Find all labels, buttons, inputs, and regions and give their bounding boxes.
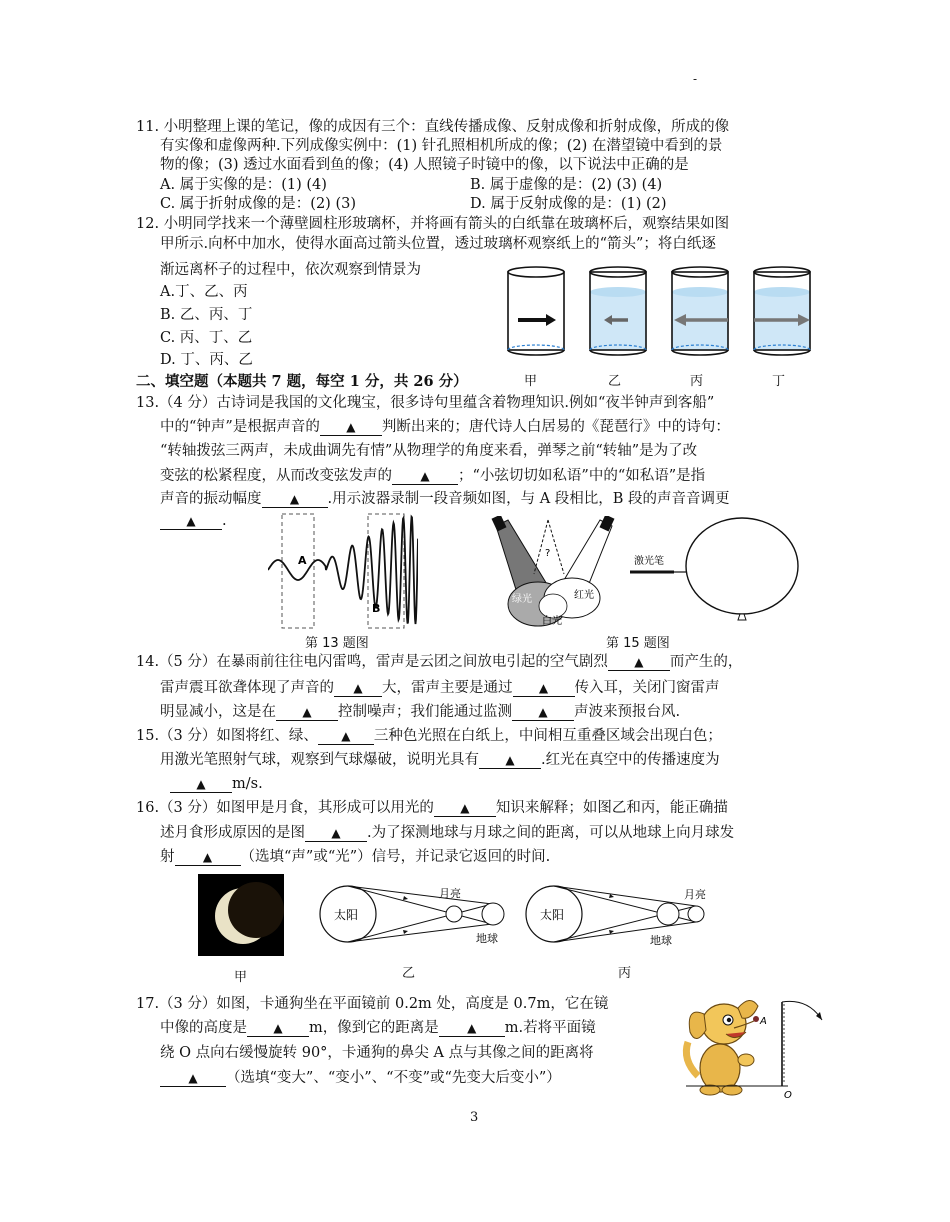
- fig15-caption: 第 15 题图: [606, 636, 670, 651]
- fig13-caption: 第 13 题图: [305, 636, 369, 651]
- q16-blank-3[interactable]: ▲: [175, 849, 241, 866]
- fig17-label-o: O: [784, 1090, 792, 1101]
- cup-label-jia: 甲: [524, 374, 538, 389]
- q17-blank-2[interactable]: ▲: [439, 1020, 505, 1037]
- q13-line5-text-b: .用示波器录制一段音频如图，与 A 段相比，B 段的声音音调更: [327, 491, 730, 507]
- fig17-dog-mirror: [676, 990, 826, 1102]
- q13-blank-1[interactable]: ▲: [320, 419, 382, 436]
- fig16-diagram-bing: [524, 880, 720, 950]
- q16-blank-1[interactable]: ▲: [434, 800, 496, 817]
- fig16-caption-jia: 甲: [234, 970, 248, 985]
- q14-line1-text-b: 而产生的，: [669, 654, 743, 670]
- q12-cups-figure: [496, 264, 812, 390]
- fig15-label-red: 红光: [574, 590, 594, 601]
- fig15-color-light: [488, 516, 628, 636]
- q16-line2-text-b: .为了探测地球与月球之间的距离，可以从地球上向月球发: [367, 825, 735, 841]
- fig16-yi-earth-label: 地球: [476, 932, 498, 945]
- q14-line2-text-c: 传入耳，关闭门窗雷声: [574, 680, 720, 696]
- header-mark: -: [693, 72, 698, 86]
- q16-line1-text-a: 16.（3 分）如图甲是月食，其形成可以用光的: [136, 800, 434, 816]
- q12-option-d: D. 丁、丙、乙: [160, 352, 253, 368]
- q17-blank-3[interactable]: ▲: [160, 1070, 226, 1087]
- q15-line3: [170, 774, 263, 794]
- q15-line2-text-b: .红光在真空中的传播速度为: [541, 752, 720, 768]
- q13-line6-text-b: .: [222, 513, 227, 529]
- q15-blank-1[interactable]: ▲: [318, 728, 374, 745]
- q12-line2: 甲所示.向杯中加水，使得水面高过箭头位置，透过玻璃杯观察纸上的“箭头”；将白纸逐: [160, 236, 716, 252]
- fig16-caption-yi: 乙: [402, 966, 416, 981]
- q14-line1-text-a: 14.（5 分）在暴雨前往往电闪雷鸣，雷声是云团之间放电引起的空气剧烈: [136, 654, 608, 670]
- q12-option-b: B. 乙、丙、丁: [160, 307, 253, 323]
- q12-option-a: A.丁、乙、丙: [160, 284, 248, 300]
- q14-line2-text-a: 雷声震耳欲聋体现了声音的: [160, 680, 334, 696]
- q16-line1: [136, 798, 728, 818]
- fig13-label-b: B: [372, 602, 381, 615]
- q15-blank-2[interactable]: ▲: [479, 752, 541, 769]
- cup-label-ding: 丁: [772, 374, 786, 389]
- q14-line3-text-a: 明显减小，这是在: [160, 704, 276, 720]
- q17-line2-text-c: m.若将平面镜: [504, 1020, 596, 1036]
- q16-line3: [160, 847, 550, 867]
- fig15-label-green: 绿光: [512, 594, 532, 605]
- cup-bing: [672, 267, 728, 355]
- fig13-label-a: A: [298, 554, 307, 567]
- q13-line5-text-a: 声音的振动幅度: [160, 491, 262, 507]
- q14-line3-text-c: 声波来预报台风.: [574, 704, 681, 720]
- q13-line2-text-a: 中的“钟声”是根据声音的: [160, 419, 320, 435]
- cup-label-bing: 丙: [690, 374, 704, 389]
- q16-line1-text-b: 知识来解释；如图乙和丙，能正确描: [495, 800, 728, 816]
- q14-line2-text-b: 大，雷声主要是通过: [382, 680, 513, 696]
- section-2-heading: 二、填空题（本题共 7 题，每空 1 分，共 26 分）: [136, 373, 468, 390]
- fig16-yi-moon-label: 月亮: [439, 887, 461, 900]
- q14-line2: [160, 678, 720, 698]
- q13-line5: [160, 489, 730, 509]
- fig16-yi-sun-label: 太阳: [334, 908, 359, 922]
- fig15-label-laser: 激光笔: [634, 556, 664, 567]
- fig17-label-a: A: [760, 1016, 767, 1027]
- q17-blank-1[interactable]: ▲: [247, 1020, 309, 1037]
- fig16-bing-sun-label: 太阳: [540, 908, 565, 922]
- q16-line2: [160, 823, 734, 843]
- q17-line3: 绕 O 点向右缓慢旋转 90°，卡通狗的鼻尖 A 点与其像之间的距离将: [160, 1045, 594, 1061]
- q11-line2: 有实像和虚像两种.下列成像实例中：(1) 针孔照相机所成的像；(2) 在潜望镜中看到的景: [160, 138, 723, 154]
- q13-line1: 13.（4 分）古诗词是我国的文化瑰宝，很多诗句里蕴含着物理知识.例如“夜半钟声到客船”: [136, 395, 715, 411]
- q13-blank-2[interactable]: ▲: [392, 468, 458, 485]
- fig16-diagram-yi: [318, 880, 508, 950]
- q13-line2: [160, 417, 730, 437]
- q17-line2: [160, 1018, 596, 1038]
- cartoon-dog-icon: [686, 1000, 759, 1095]
- cup-label-yi: 乙: [608, 374, 622, 389]
- q12-line3: 渐远离杯子的过程中，依次观察到情景为: [160, 262, 421, 278]
- page-number: 3: [470, 1110, 479, 1125]
- q17-line4-text-b: （选填“变大”、“变小”、“不变”或“先变大后变小”）: [226, 1070, 561, 1086]
- q16-line3-text-b: （选填“声”或“光”）信号，并记录它返回的时间.: [240, 849, 551, 865]
- cup-jia: [508, 267, 564, 355]
- q13-blank-4[interactable]: ▲: [160, 513, 222, 530]
- fig15-label-white: 白光: [542, 616, 562, 627]
- q14-line3-text-b: 控制噪声；我们能通过监测: [338, 704, 512, 720]
- q13-line4: [160, 466, 705, 486]
- q14-line3: [160, 702, 680, 722]
- q16-blank-2[interactable]: ▲: [305, 825, 367, 842]
- q14-blank-2[interactable]: ▲: [334, 680, 382, 697]
- q11-option-b: B. 属于虚像的是：(2) (3) (4): [470, 177, 663, 193]
- q15-line2: [160, 750, 720, 770]
- q15-line1: [136, 726, 722, 746]
- q14-line1: [136, 652, 742, 672]
- q17-line2-text-b: m，像到它的距离是: [309, 1020, 439, 1036]
- cup-ding: [754, 267, 810, 355]
- q11-option-c: C. 属于折射成像的是：(2) (3): [160, 196, 356, 212]
- q13-line4-text-a: 变弦的松紧程度，从而改变弦发声的: [160, 468, 392, 484]
- fig16-caption-bing: 丙: [618, 966, 632, 981]
- fig13-waveform: [268, 510, 418, 632]
- fig15-laser-balloon: [630, 516, 806, 628]
- q11-line3: 物的像；(3) 透过水面看到鱼的像；(4) 人照镜子时镜中的像，以下说法中正确的是: [160, 157, 689, 173]
- q17-line2-text-a: 中像的高度是: [160, 1020, 247, 1036]
- q13-line6: [160, 511, 227, 531]
- q15-blank-3[interactable]: ▲: [170, 776, 232, 793]
- q15-line3-text-b: m/s.: [232, 776, 263, 792]
- q16-line2-text-a: 述月食形成原因的是图: [160, 825, 305, 841]
- q13-line4-text-b: ；“小弦切切如私语”中的“如私语”是指: [458, 468, 706, 484]
- q14-blank-5[interactable]: ▲: [512, 704, 574, 721]
- q11-option-a: A. 属于实像的是：(1) (4): [160, 177, 327, 193]
- fig16-bing-earth-label: 地球: [650, 934, 672, 947]
- q14-blank-1[interactable]: ▲: [608, 654, 670, 671]
- q17-line1: 17.（3 分）如图，卡通狗坐在平面镜前 0.2m 处，高度是 0.7m，它在镜: [136, 996, 609, 1012]
- q13-line3: “转轴拨弦三两声，未成曲调先有情”从物理学的角度来看，弹琴之前“转轴”是为了改: [160, 443, 698, 459]
- q11-option-d: D. 属于反射成像的是：(1) (2): [470, 196, 667, 212]
- q11-line1: 11. 小明整理上课的笔记，像的成因有三个：直线传播成像、反射成像和折射成像，所成的像: [136, 119, 730, 135]
- q13-blank-3[interactable]: ▲: [262, 491, 328, 508]
- q15-line2-text-a: 用激光笔照射气球，观察到气球爆破，说明光具有: [160, 752, 479, 768]
- q15-line1-text-b: 三种色光照在白纸上，中间相互重叠区域会出现白色；: [373, 728, 722, 744]
- q17-line4: [160, 1068, 561, 1088]
- q12-option-c: C. 丙、丁、乙: [160, 330, 253, 346]
- q14-blank-3[interactable]: ▲: [513, 680, 575, 697]
- cup-yi: [590, 267, 646, 355]
- fig16-bing-moon-label: 月亮: [684, 888, 706, 901]
- q15-line1-text-a: 15.（3 分）如图将红、绿、: [136, 728, 318, 744]
- q12-line1: 12. 小明同学找来一个薄壁圆柱形玻璃杯，并将画有箭头的白纸靠在玻璃杯后，观察结果如图: [136, 216, 730, 232]
- fig15-question-mark: ?: [545, 548, 551, 559]
- q14-blank-4[interactable]: ▲: [276, 704, 338, 721]
- q13-line2-text-b: 判断出来的；唐代诗人白居易的《琵琶行》中的诗句：: [381, 419, 730, 435]
- q16-line3-text-a: 射: [160, 849, 175, 865]
- fig16-lunar-eclipse-photo: [198, 874, 284, 956]
